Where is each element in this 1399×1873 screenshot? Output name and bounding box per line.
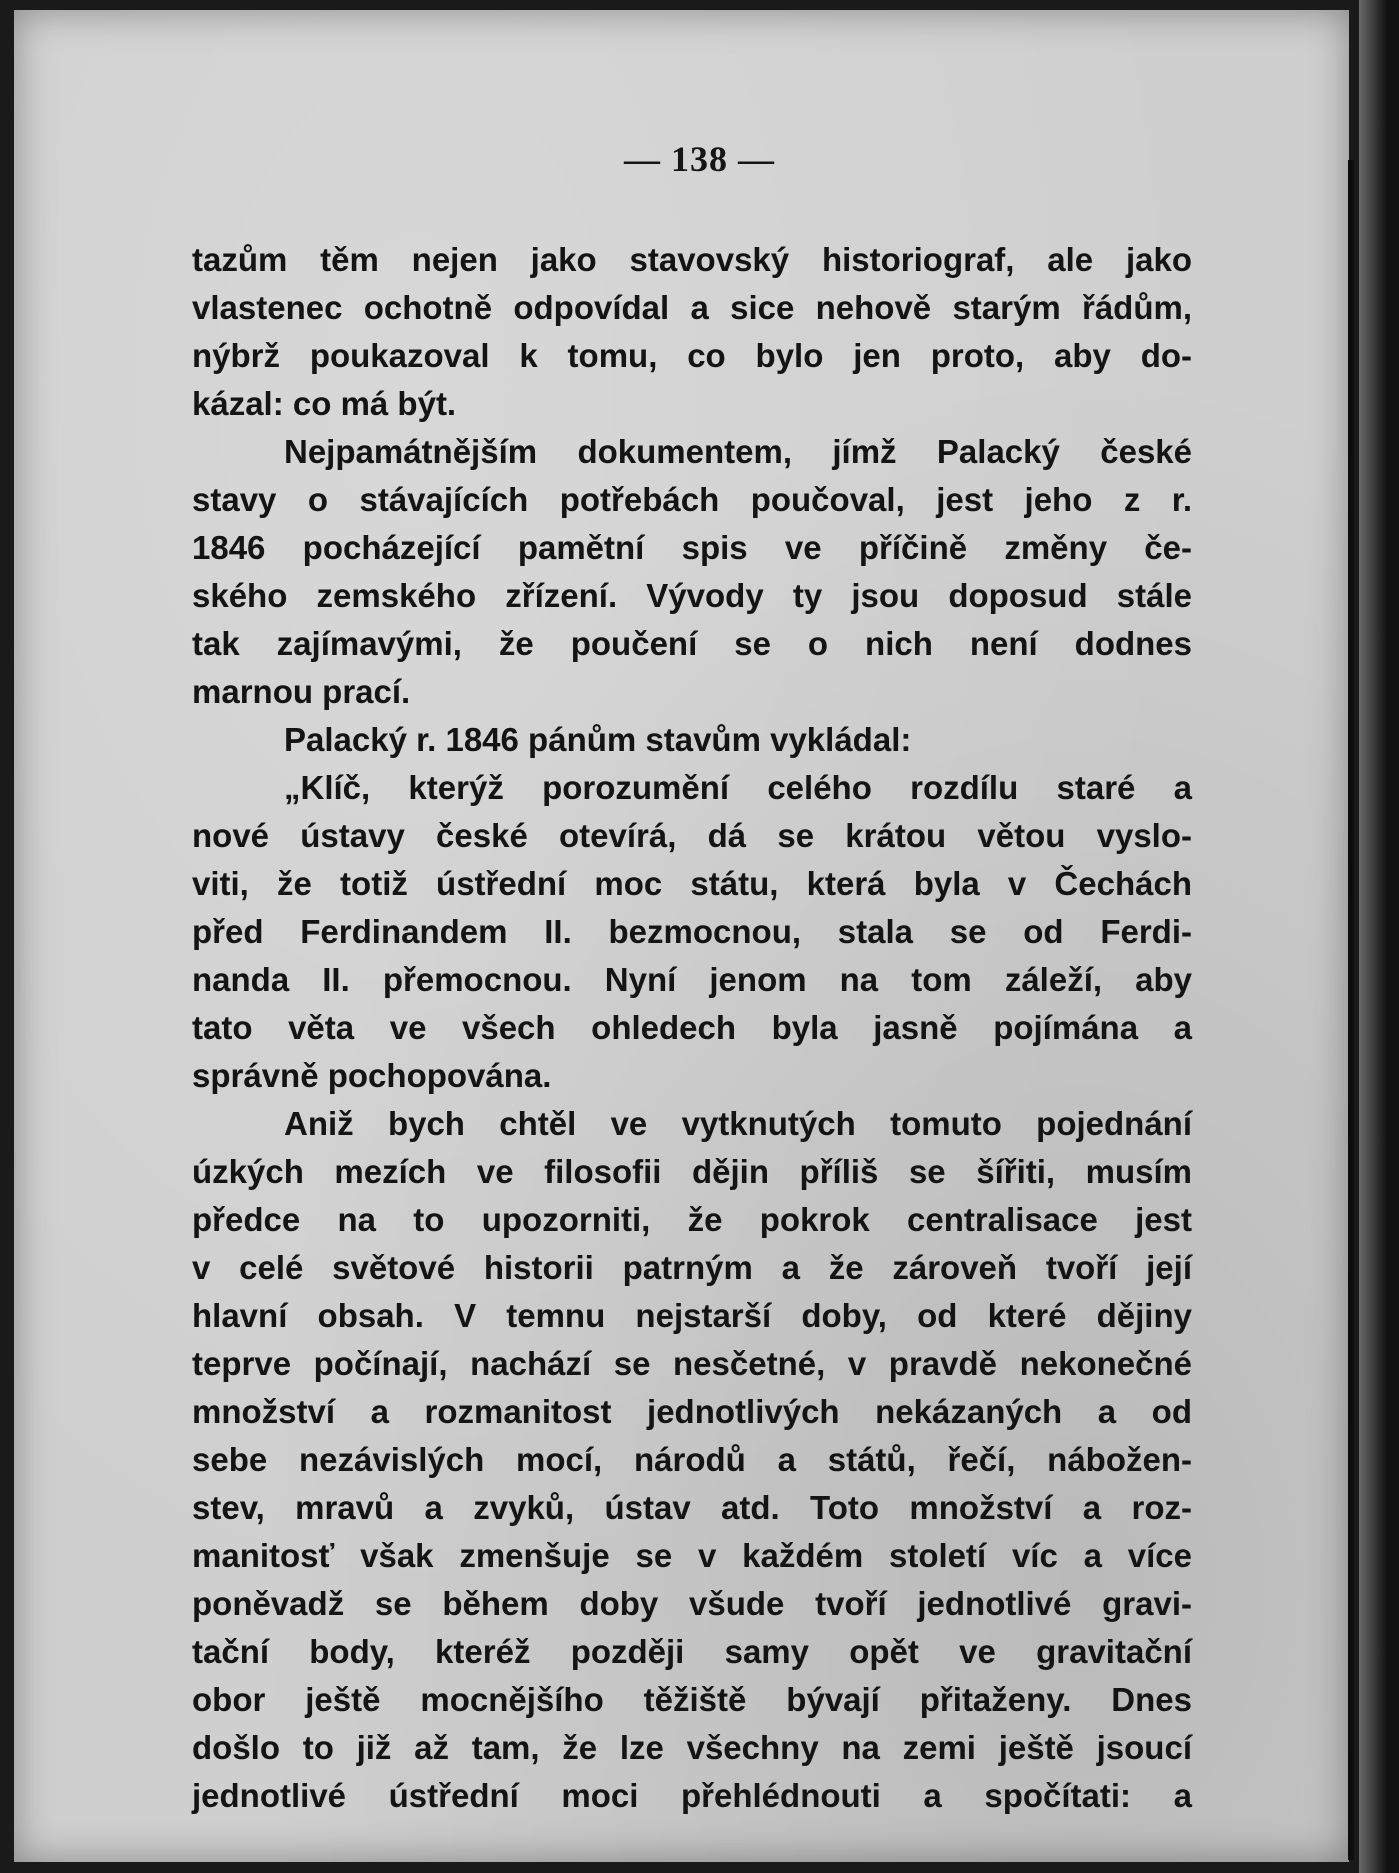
body-text [192, 236, 1192, 1820]
text-line: úzkých mezích ve filosofii dějin příliš se šířiti, musím [192, 1153, 1192, 1190]
text-line: tační body, kteréž později samy opět ve gravitační [192, 1633, 1192, 1670]
text-line: množství a rozmanitost jednotlivých nekázaných a od [192, 1393, 1192, 1430]
text-line: „Klíč, kterýž porozumění celého rozdílu staré a [284, 769, 1192, 806]
text-line: hlavní obsah. V temnu nejstarší doby, od které dějiny [192, 1297, 1192, 1334]
text-line: 1846 pocházející pamětní spis ve příčině změny če- [192, 529, 1192, 566]
text-line: Palacký r. 1846 pánům stavům vykládal: [284, 721, 912, 758]
text-line: předce na to upozorniti, že pokrok centralisace jest [192, 1201, 1192, 1238]
text-line: vlastenec ochotně odpovídal a sice nehově starým řádům, [192, 289, 1192, 326]
text-line: poněvadž se během doby všude tvoří jednotlivé gravi- [192, 1585, 1192, 1622]
text-line: sebe nezávislých mocí, národů a států, řečí, nábožen- [192, 1441, 1192, 1478]
text-line: stev, mravů a zvyků, ústav atd. Toto množství a roz- [192, 1489, 1192, 1526]
text-line: teprve počínají, nachází se nesčetné, v pravdě nekonečné [192, 1345, 1192, 1382]
text-line: nové ústavy české otevírá, dá se krátou větou vyslo- [192, 817, 1192, 854]
page-number: — 138 — [624, 139, 775, 179]
text-line: Aniž bych chtěl ve vytknutých tomuto pojednání [284, 1105, 1192, 1142]
text-line: Nejpamátnějším dokumentem, jímž Palacký české [284, 433, 1192, 470]
text-line: kázal: co má být. [192, 385, 457, 422]
text-line: došlo to již až tam, že lze všechny na zemi ještě jsoucí [192, 1729, 1192, 1766]
text-line: nýbrž poukazoval k tomu, co bylo jen proto, aby do- [192, 337, 1192, 374]
text-line: tazům těm nejen jako stavovský historiograf, ale jako [192, 241, 1192, 278]
text-line: nanda II. přemocnou. Nyní jenom na tom záleží, aby [192, 961, 1192, 998]
page-edge [1348, 160, 1354, 1860]
text-line: tak zajímavými, že poučení se o nich není dodnes [192, 625, 1192, 662]
text-line: v celé světové historii patrným a že zároveň tvoří její [192, 1249, 1192, 1286]
text-line: správně pochopována. [192, 1057, 552, 1094]
text-line: marnou prací. [192, 673, 411, 710]
text-line: obor ještě mocnějšího těžiště bývají přitaženy. Dnes [192, 1681, 1192, 1718]
text-line: viti, že totiž ústřední moc státu, která byla v Čechách [192, 865, 1192, 902]
text-line: jednotlivé ústřední moci přehlédnouti a spočítati: a [192, 1777, 1192, 1814]
text-line: před Ferdinandem II. bezmocnou, stala se od Ferdi- [192, 913, 1192, 950]
text-line: tato věta ve všech ohledech byla jasně pojímána a [192, 1009, 1192, 1046]
text-line: stavy o stávajících potřebách poučoval, jest jeho z r. [192, 481, 1192, 518]
book-spine-shadow [1359, 0, 1399, 1873]
text-line: manitosť však zmenšuje se v každém století víc a více [192, 1537, 1192, 1574]
text-line: ského zemského zřízení. Vývody ty jsou doposud stále [192, 577, 1192, 614]
